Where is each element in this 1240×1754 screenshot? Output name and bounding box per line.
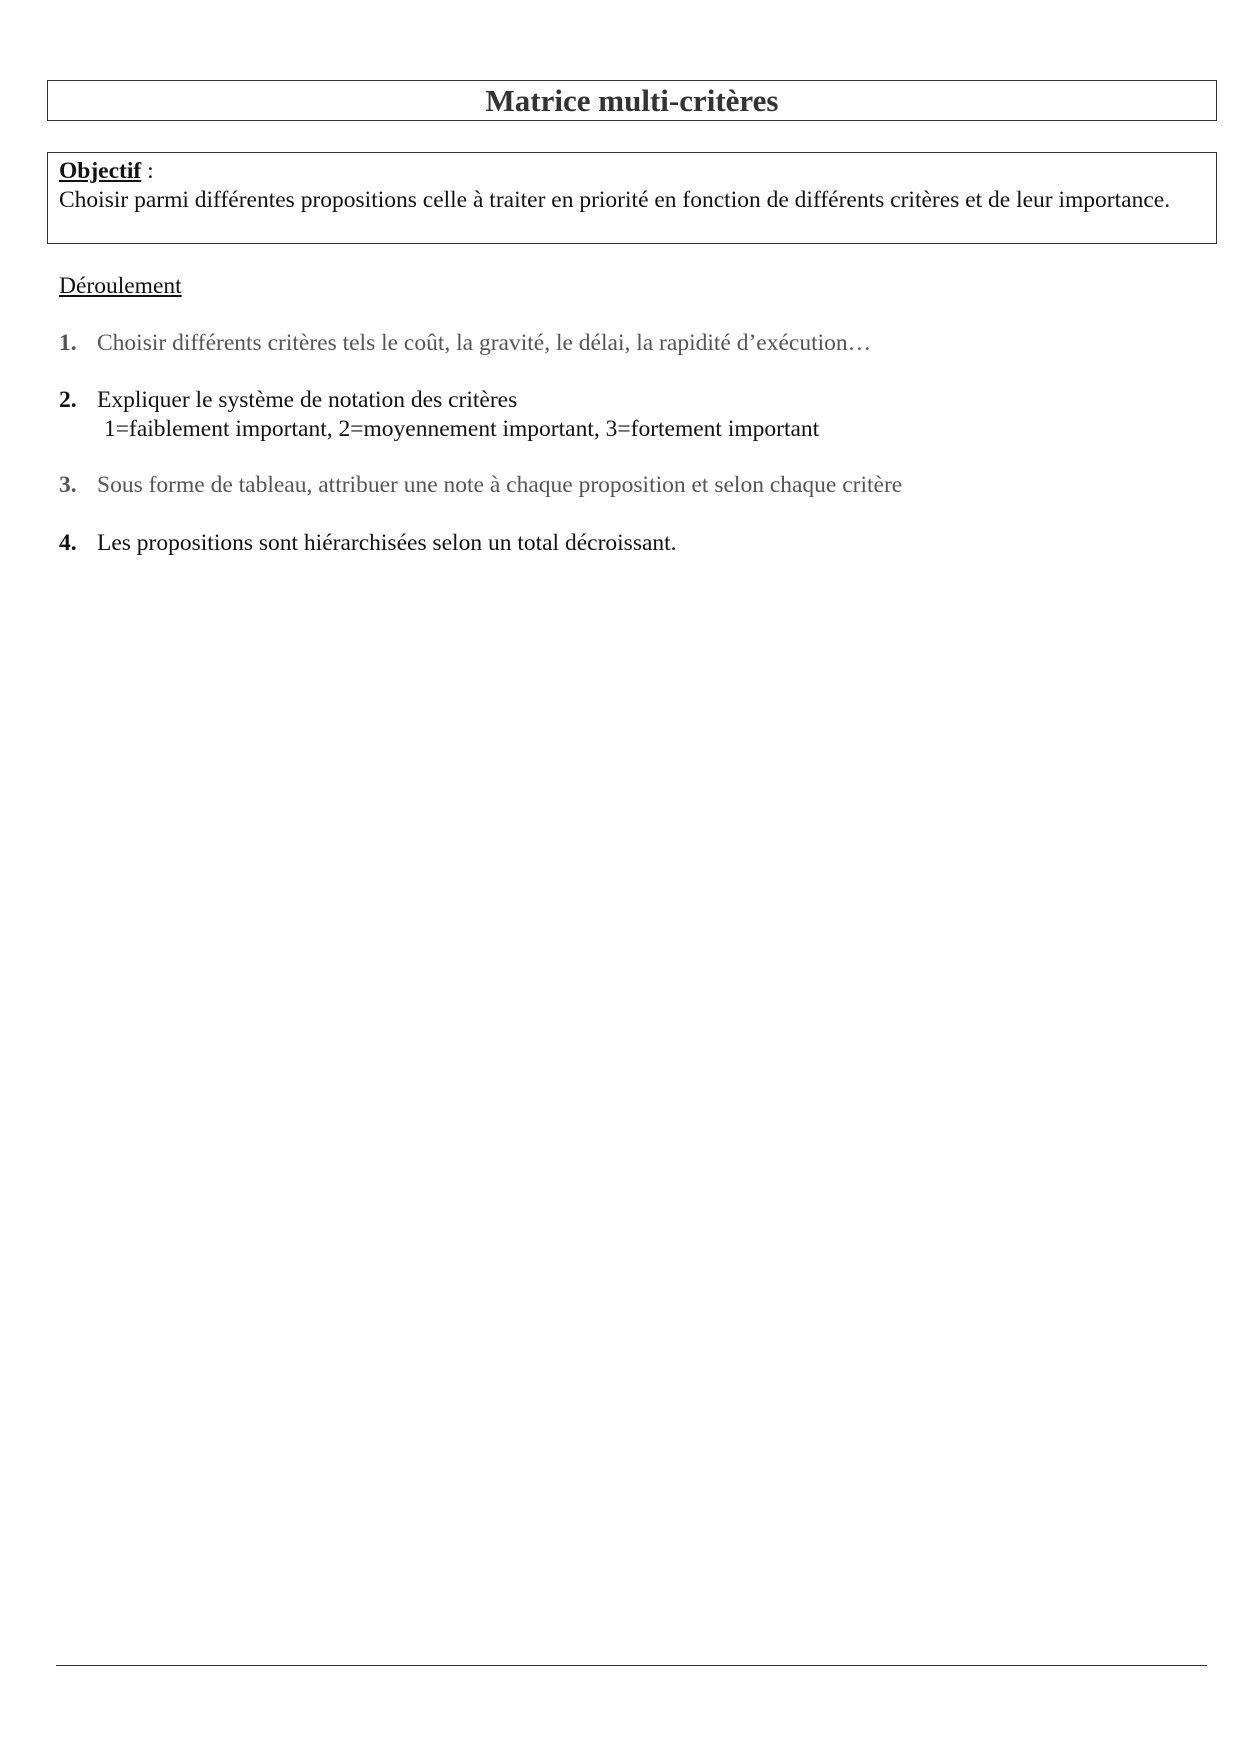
step-text: Les propositions sont hiérarchisées selon un total décroissant. <box>97 530 677 556</box>
title-box <box>47 80 1217 121</box>
procedure-step-1 <box>59 329 1179 358</box>
page-title: Matrice multi-critères <box>485 83 779 118</box>
footer-divider <box>56 1665 1207 1666</box>
objective-text: Choisir parmi différentes propositions celle à traiter en priorité en fonction de différents critères et de leur importance. <box>59 187 1171 213</box>
procedure-heading: Déroulement <box>59 273 182 299</box>
step-subtext: 1=faiblement important, 2=moyennement important, 3=fortement important <box>104 416 820 442</box>
step-number: 2. <box>59 387 77 413</box>
objective-box <box>47 152 1217 244</box>
step-number: 3. <box>59 472 77 498</box>
step-text: Choisir différents critères tels le coût, la gravité, le délai, la rapidité d’exécution… <box>97 330 872 356</box>
step-number: 1. <box>59 330 77 356</box>
procedure-step-2 <box>59 386 1179 444</box>
procedure-step-4 <box>59 529 1179 558</box>
objective-label: Objectif <box>59 158 142 184</box>
step-number: 4. <box>59 530 77 556</box>
procedure-step-3 <box>59 471 1179 500</box>
step-text: Sous forme de tableau, attribuer une note à chaque proposition et selon chaque critère <box>97 472 903 498</box>
step-text: Expliquer le système de notation des critères <box>97 387 518 413</box>
objective-separator: : <box>141 158 154 184</box>
